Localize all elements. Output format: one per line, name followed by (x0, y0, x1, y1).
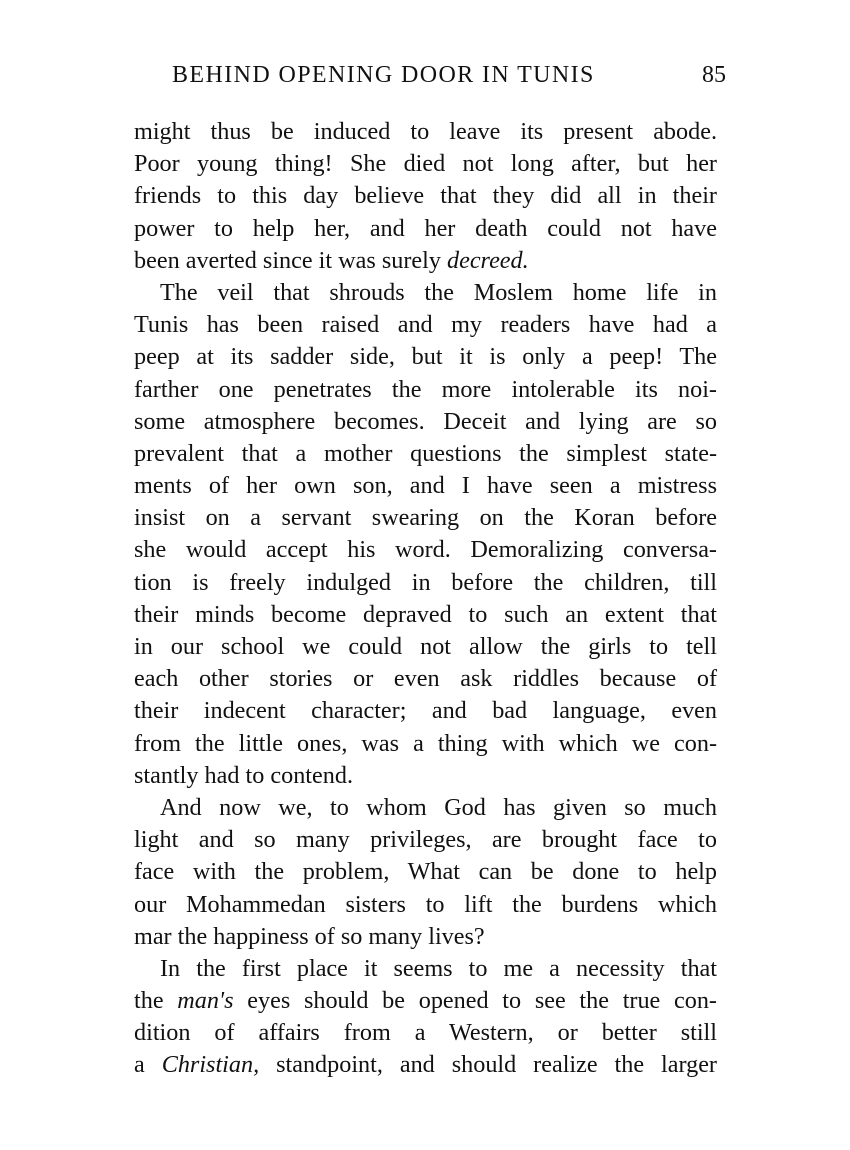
text-line (134, 953, 717, 985)
text-line (134, 180, 717, 212)
text-line (134, 1049, 717, 1081)
text-line (134, 856, 717, 888)
line-text: some atmosphere becomes. Deceit and lying are so (134, 407, 717, 435)
text-line (134, 534, 717, 566)
text-line (134, 309, 717, 341)
running-head (134, 62, 726, 96)
line-text-tail: standpoint, and should realize the larger (259, 1051, 717, 1079)
line-text: Poor young thing! She died not long after, but her (134, 150, 717, 178)
line-text: each other stories or even ask riddles because of (134, 665, 717, 693)
line-text: ments of her own son, and I have seen a mistress (134, 472, 717, 500)
text-line (134, 341, 717, 373)
line-text: farther one penetrates the more intolerable its noi- (134, 375, 717, 403)
italic-text: Christian, (161, 1051, 260, 1079)
text-line (134, 567, 717, 599)
body-text (134, 116, 717, 1082)
text-line (134, 406, 717, 438)
line-text: face with the problem, What can be done to help (134, 858, 717, 886)
text-line (134, 1017, 717, 1049)
text-line (134, 792, 717, 824)
line-text: a (134, 1051, 162, 1079)
line-text: their indecent character; and bad language, even (134, 697, 717, 725)
text-line (134, 985, 717, 1017)
text-line (134, 728, 717, 760)
text-line (134, 116, 717, 148)
page-number: 85 (702, 62, 726, 88)
line-text: peep at its sadder side, but it is only a peep! The (134, 343, 717, 371)
line-text: And now we, to whom God has given so much (160, 793, 717, 821)
line-text: dition of affairs from a Western, or better still (134, 1019, 717, 1047)
line-text: might thus be induced to leave its present abode. (134, 118, 717, 145)
line-text: tion is freely indulged in before the children, till (134, 568, 717, 596)
text-line (134, 502, 717, 534)
line-text: been averted since it was surely (134, 246, 447, 274)
text-line (134, 760, 717, 792)
line-text: from the little ones, was a thing with which we con- (134, 729, 717, 757)
text-line (134, 148, 717, 180)
text-line (134, 470, 717, 502)
text-line (134, 631, 717, 663)
line-text: their minds become depraved to such an extent that (134, 600, 717, 628)
line-text: mar the happiness of so many lives? (134, 922, 485, 950)
text-line (134, 824, 717, 856)
line-text: Tunis has been raised and my readers have had a (134, 311, 717, 339)
line-text: she would accept his word. Demoralizing conversa- (134, 536, 717, 564)
text-line (134, 277, 717, 309)
text-line (134, 245, 717, 277)
running-title: BEHIND OPENING DOOR IN TUNIS (172, 62, 595, 88)
text-line (134, 889, 717, 921)
line-text: the (134, 987, 178, 1015)
line-text: friends to this day believe that they did all in their (134, 182, 717, 210)
line-text: our Mohammedan sisters to lift the burdens which (134, 890, 717, 918)
italic-text: man's (177, 987, 234, 1015)
line-text: stantly had to contend. (134, 761, 353, 789)
text-line (134, 663, 717, 695)
text-line (134, 695, 717, 727)
italic-text: decreed. (446, 246, 529, 274)
text-line (134, 599, 717, 631)
line-text: power to help her, and her death could not have (134, 214, 717, 242)
text-line (134, 213, 717, 245)
text-line (134, 438, 717, 470)
line-text: in our school we could not allow the girls to tell (134, 633, 717, 660)
text-line (134, 374, 717, 406)
line-text: In the first place it seems to me a necessity that (160, 954, 717, 982)
line-text: insist on a servant swearing on the Koran before (134, 504, 717, 532)
text-line (134, 921, 717, 953)
line-text: prevalent that a mother questions the simplest state- (134, 439, 717, 467)
line-text: The veil that shrouds the Moslem home life in (160, 278, 717, 306)
line-text: light and so many privileges, are brought face to (134, 826, 717, 854)
line-text-tail: eyes should be opened to see the true con- (233, 987, 717, 1015)
